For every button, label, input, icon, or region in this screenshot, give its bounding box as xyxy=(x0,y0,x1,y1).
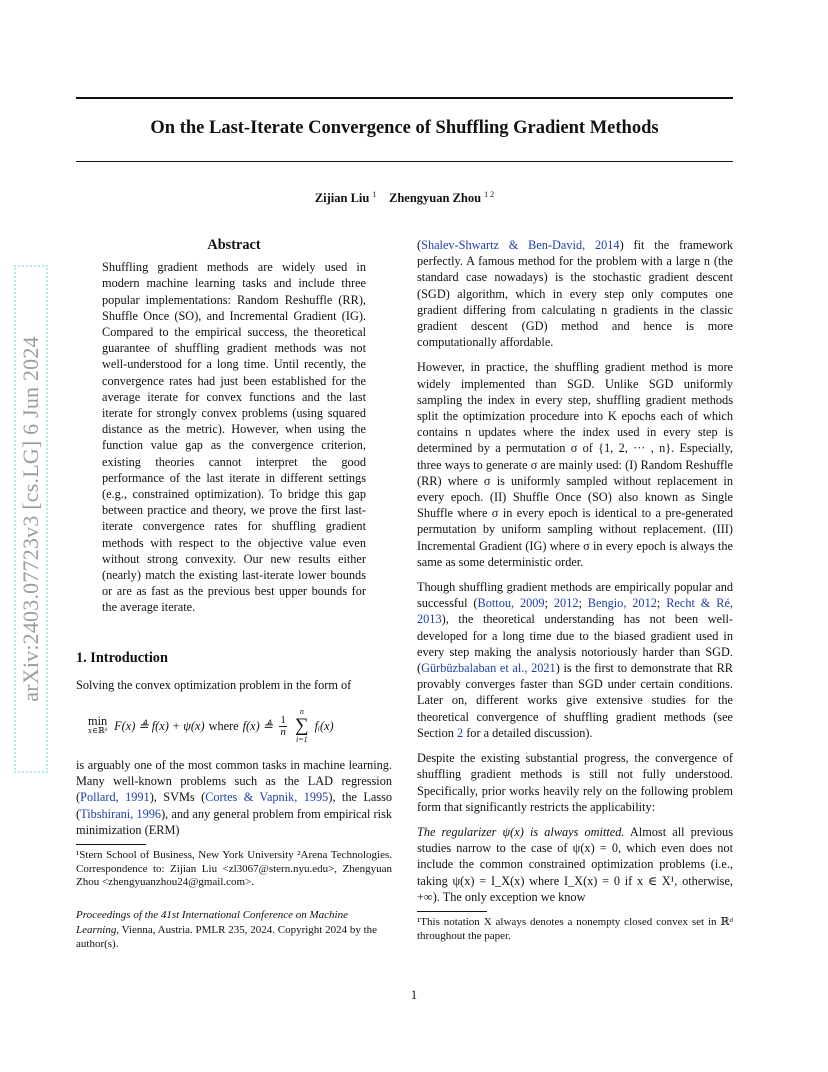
notation-footnote: ¹This notation X always denotes a nonempty closed convex set in ℝᵈ throughout the paper. xyxy=(417,915,733,942)
paragraph: Though shuffling gradient methods are empirically popular and successful (Bottou, 2009; 2012; Bengio, 2012; Recht & Ré, 2013), the theoretical understanding has not been well-developed for a long time due to the biased gradient used in every step making the analysis notoriously harder than SGD. (Gürbüzbalaban et al., 2021) is the first to demonstrate that RR provably converges faster than SGD under certain conditions. Later on, different works give extensive studies for the theoretical convergence of shuffling gradient methods (see Section 2 for a detailed discussion). xyxy=(417,580,734,740)
paragraph: is arguably one of the most common tasks in machine learning. Many well-known problems such as the LAD regression (Pollard, 1991), SVMs (Cortes & Vapnik, 1995), the Lasso (Tibshirani, 1996), and any general problem from empirical risk minimization (ERM) xyxy=(76,758,393,837)
title-rule xyxy=(76,161,733,162)
citation-link[interactable]: Bengio, 2012 xyxy=(587,596,657,611)
citation-link[interactable]: Shalev-Shwartz & Ben-David, 2014 xyxy=(421,238,620,252)
objective-equation xyxy=(88,707,392,745)
arxiv-stamp xyxy=(14,265,48,765)
right-column xyxy=(417,237,733,943)
paragraph: (Shalev-Shwartz & Ben-David, 2014) fit the framework perfectly. A famous method for the problem with a large n (the standard case nowadays) is the stochastic gradient descent (SGD) algorithm, which in every step only computes one gradient differing from calculating n gradients in the classic gradient descent (GD) method and hence is more computationally affordable. xyxy=(417,238,733,350)
page-number: 1 xyxy=(410,988,418,1002)
paper-title: On the Last-Iterate Convergence of Shuffling Gradient Methods xyxy=(150,118,659,138)
affiliation-mark: 1 2 xyxy=(484,190,495,199)
equation-where: where xyxy=(208,718,239,733)
citation-link[interactable]: Recht & Ré, 2013 xyxy=(417,596,733,627)
sum-symbol: n ∑ i=1 xyxy=(295,707,309,745)
paragraph: Despite the existing substantial progress, the convergence of shuffling gradient methods is still not fully understood. Specifically, prior works heavily rely on the following problem form that significantly restricts the applicability: xyxy=(417,751,733,814)
arxiv-stamp-text: arXiv:2403.07723v3 [cs.LG] 6 Jun 2024 xyxy=(18,269,44,769)
equation-lhs: F(x) ≜ f(x) + ψ(x) xyxy=(114,718,205,733)
citation-link[interactable]: 2012 xyxy=(553,596,579,611)
equation-def: f(x) ≜ xyxy=(242,718,274,733)
affiliation-mark: 1 xyxy=(372,190,377,199)
footnote-rule xyxy=(417,911,487,912)
citation-link[interactable]: Bottou, 2009 xyxy=(477,596,545,611)
left-column xyxy=(76,237,392,952)
author-name: Zhengyuan Zhou xyxy=(388,191,482,206)
section-heading: 1. Introduction xyxy=(76,649,168,666)
abstract-text: Shuffling gradient methods are widely used in modern machine learning tasks and include three popular implementations: Random Reshuffle (RR), Shuffle Once (SO), and Incremental Gradient (IG). Compared to the empirical success, the theoretical guarantee of shuffling gradient methods was not well-understood for a long time. Until recently, the convergence rates had just been established for the average iterate for convex functions and the last iterate for strongly convex problems (using squared distance as the metric). However, when using the function value gap as the convergence criterion, existing theories cannot interpret the good performance of the last iterate in different settings (e.g., constrained optimization). To bridge this gap between practice and theory, we prove the first last-iterate convergence rates for shuffling gradient methods with respect to the objective value even without strong convexity. Our new results either (nearly) match the existing last-iterate lower bounds or are as fast as the previous best upper bounds for the average iterate. xyxy=(102,260,366,615)
intro-lead: Solving the convex optimization problem in the form of xyxy=(76,677,352,692)
proceedings-note: Proceedings of the 41st International Conference on Machine Learning, Vienna, Austria. PMLR 235, 2024. Copyright 2024 by the author(s). xyxy=(76,908,378,951)
equation-summand: fᵢ(x) xyxy=(314,718,334,733)
abstract-heading: Abstract xyxy=(207,237,261,253)
author-name: Zijian Liu xyxy=(314,191,370,206)
min-operator: min x∈ℝᵈ xyxy=(88,714,108,736)
paragraph: The regularizer ψ(x) is always omitted. Almost all previous studies narrow to the case of ψ(x) = 0, which even does not include the common constrained optimization problems (i.e., taking ψ(x) = I_X(x) where I_X(x) = 0 if x ∈ X¹, otherwise, +∞). The only exception we know xyxy=(417,824,733,904)
top-rule xyxy=(76,97,733,99)
author-line xyxy=(76,190,733,206)
footnote-rule xyxy=(76,844,146,845)
citation-link[interactable]: Gürbüzbalaban et al., 2021 xyxy=(421,661,556,676)
citation-link[interactable]: Cortes & Vapnik, 1995 xyxy=(205,790,329,805)
section-link[interactable]: 2 xyxy=(456,725,464,740)
affiliation-footnote: ¹Stern School of Business, New York University ²Arena Technologies. Correspondence to: Zijian Liu <zl3067@stern.nyu.edu>, Zhengyuan Zhou <zhengyuanzhou24@gmail.com>. xyxy=(76,849,392,889)
paragraph: However, in practice, the shuffling gradient method is more widely implemented than SGD. Unlike SGD uniformly sampling the index in every step, shuffling gradient methods split the optimization procedure into K epochs each of which contains n updates where the index used in every step is determined by a permutation σ of {1, 2, ··· , n}. Especially, three ways to generate σ are mainly used: (I) Random Reshuffle (RR) where σ is uniformly sampled without replacement in every epoch. (II) Shuffle Once (SO) also known as Single Shuffle where σ in every epoch is identical to a pre-generated permutation by uniform sampling without replacement. (III) Incremental Gradient (IG) where σ in every epoch is always the same as some deterministic order. xyxy=(417,360,733,569)
citation-link[interactable]: Pollard, 1991 xyxy=(80,790,150,805)
equation-fraction: $\frac{1}{n}$ xyxy=(280,713,286,738)
citation-link[interactable]: Tibshirani, 1996 xyxy=(80,806,162,821)
